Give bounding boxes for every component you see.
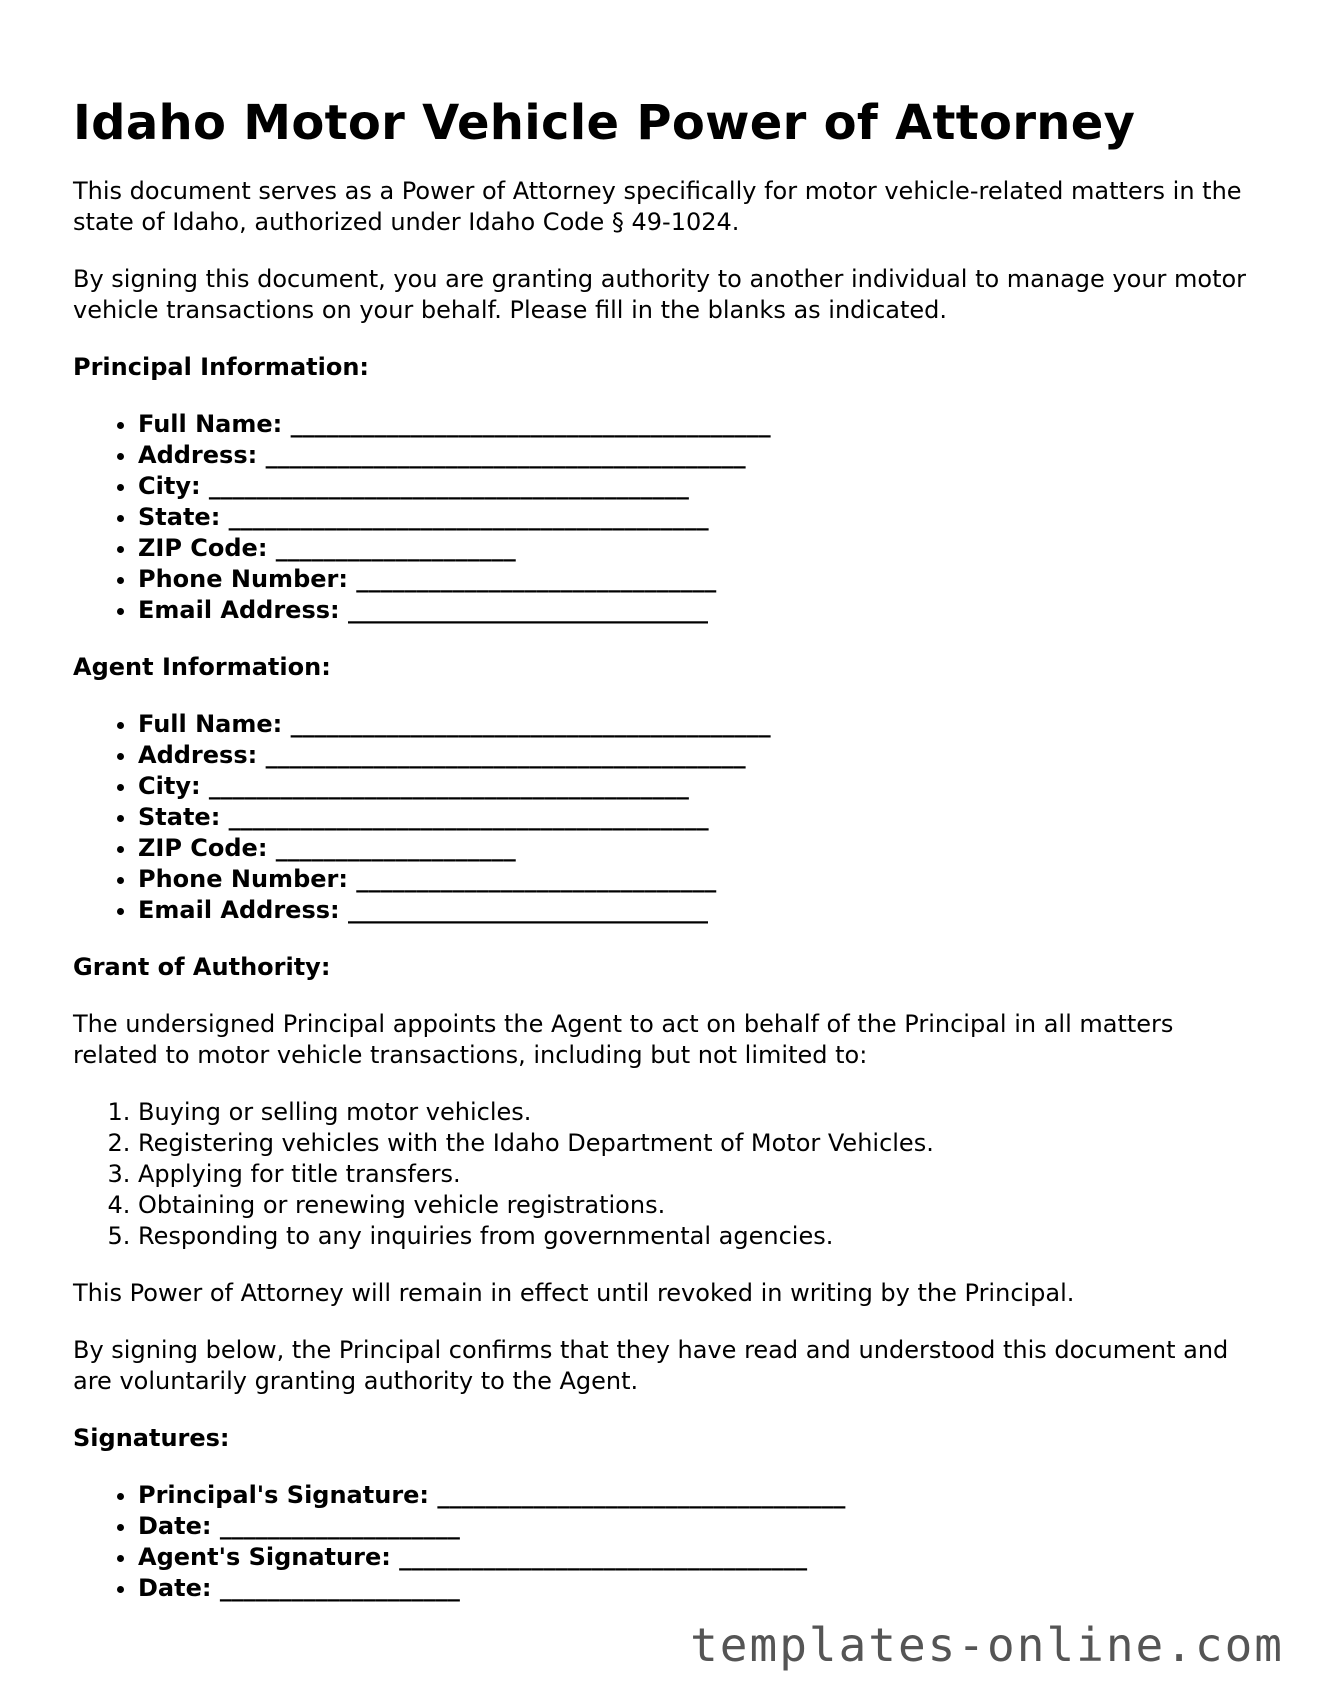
principal-email-field: • Email Address: ______________________________ [138, 595, 1253, 626]
principal-full-name-field: • Full Name: ________________________________________ [138, 409, 1253, 440]
principal-state-field: • State: ________________________________________ [138, 502, 1253, 533]
principal-heading: Principal Information: [73, 353, 370, 381]
intro-paragraph-1: This document serves as a Power of Attorney specifically for motor vehicle-related matters in the state of Idaho, authorized under Idaho Code § 49-1024. [73, 177, 1242, 236]
principal-city-field: • City: ________________________________________ [138, 471, 1253, 502]
principal-zip-field: • ZIP Code: ____________________ [138, 533, 1253, 564]
document-title: Idaho Motor Vehicle Power of Attorney [73, 95, 1136, 151]
grant-heading: Grant of Authority: [73, 953, 331, 981]
agent-fields-list [73, 709, 1253, 926]
agent-signature-field: • Agent's Signature: __________________________________ [138, 1542, 1253, 1573]
effect-paragraph: This Power of Attorney will remain in effect until revoked in writing by the Principal. [73, 1279, 1075, 1307]
agent-date-field: • Date: ____________________ [138, 1573, 1253, 1604]
principal-date-field: • Date: ____________________ [138, 1511, 1253, 1542]
agent-zip-field: • ZIP Code: ____________________ [138, 833, 1253, 864]
confirm-paragraph: By signing below, the Principal confirms that they have read and understood this document and are voluntarily granting authority to the Agent. [73, 1336, 1229, 1395]
intro-paragraph-2: By signing this document, you are granting authority to another individual to manage your motor vehicle transactions on your behalf. Please fill in the blanks as indicated. [73, 265, 1247, 324]
grant-item: 4. Obtaining or renewing vehicle registrations. [138, 1190, 1253, 1221]
agent-state-field: • State: ________________________________________ [138, 802, 1253, 833]
grant-paragraph: The undersigned Principal appoints the Agent to act on behalf of the Principal in all matters related to motor vehicle transactions, including but not limited to: [73, 1010, 1174, 1069]
grant-item: 1. Buying or selling motor vehicles. [138, 1097, 1253, 1128]
agent-phone-field: • Phone Number: ______________________________ [138, 864, 1253, 895]
principal-phone-field: • Phone Number: ______________________________ [138, 564, 1253, 595]
signatures-heading: Signatures: [73, 1424, 230, 1452]
document-page [73, 88, 1253, 1604]
principal-signature-field: • Principal's Signature: __________________________________ [138, 1480, 1253, 1511]
grant-item: 5. Responding to any inquiries from governmental agencies. [138, 1221, 1253, 1252]
grant-item: 3. Applying for title transfers. [138, 1159, 1253, 1190]
watermark: templates-online.com [690, 1618, 1284, 1672]
agent-full-name-field: • Full Name: ________________________________________ [138, 709, 1253, 740]
principal-fields-list [73, 409, 1253, 626]
grant-items-list [73, 1097, 1253, 1252]
principal-address-field: • Address: ________________________________________ [138, 440, 1253, 471]
signatures-list [73, 1480, 1253, 1604]
agent-city-field: • City: ________________________________________ [138, 771, 1253, 802]
agent-email-field: • Email Address: ______________________________ [138, 895, 1253, 926]
grant-item: 2. Registering vehicles with the Idaho Department of Motor Vehicles. [138, 1128, 1253, 1159]
agent-address-field: • Address: ________________________________________ [138, 740, 1253, 771]
agent-heading: Agent Information: [73, 653, 331, 681]
